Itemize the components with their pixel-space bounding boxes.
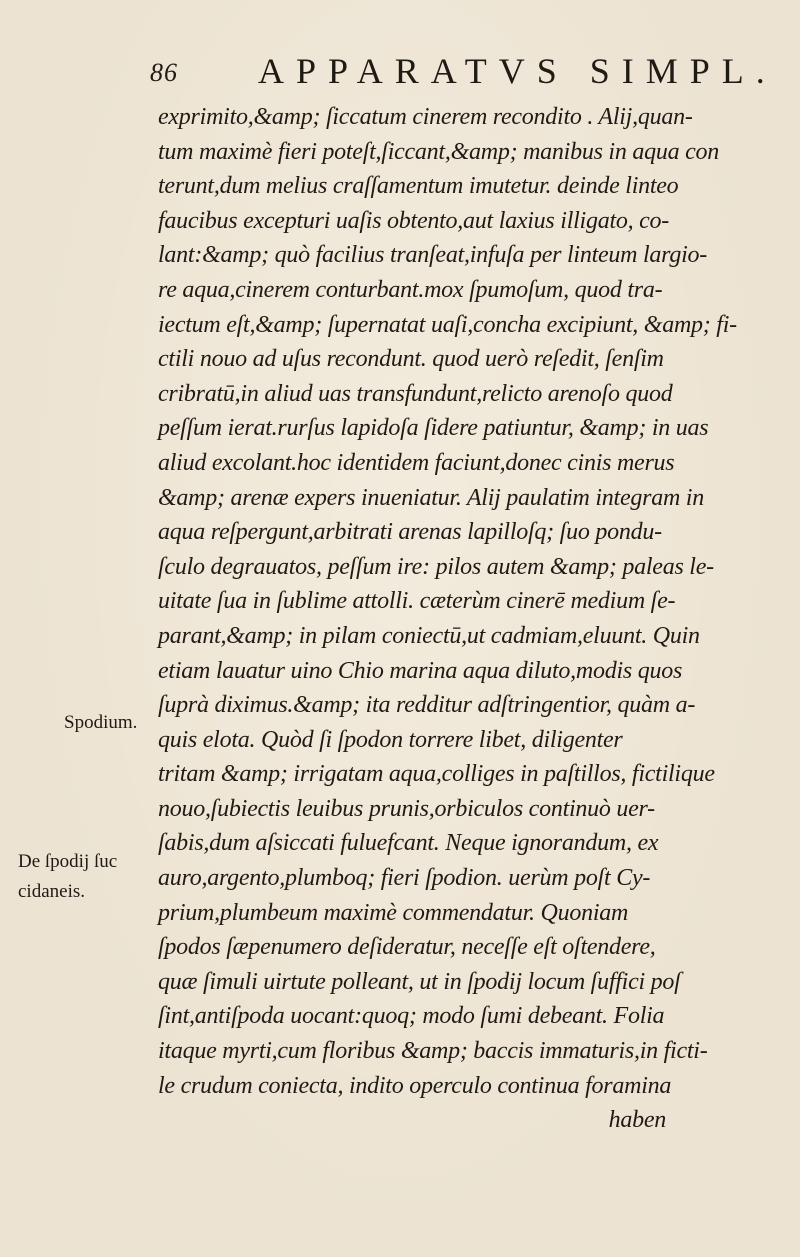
text-line: lant:&amp; quò facilius tranſeat,infuſa per linteum largio- <box>158 242 707 269</box>
text-line: tritam &amp; irrigatam aqua,colliges in paſtillos, fictilique <box>158 761 715 788</box>
text-line: ctili nouo ad uſus recondunt. quod uerò reſedit, ſenſim <box>158 346 664 373</box>
text-line: ſint,antiſpoda uocant:quoq; modo ſumi debeant. Folia <box>158 1003 665 1030</box>
text-line: tum maximè fieri poteſt,ſiccant,&amp; manibus in aqua con <box>158 138 719 165</box>
text-line: auro,argento,plumboq; fieri ſpodion. uerùm poſt Cy- <box>158 865 651 892</box>
text-line: iectum eſt,&amp; ſupernatat uaſi,concha excipiunt, &amp; fi- <box>158 311 737 338</box>
catchword: haben <box>608 1107 666 1134</box>
text-line: re aqua,cinerem conturbant.mox ſpumoſum, quod tra- <box>158 276 663 303</box>
text-line: uitate ſua in ſublime attolli. cæterùm cinerē medium ſe- <box>158 588 676 615</box>
text-line: terunt,dum melius craſſamentum imutetur. deinde linteo <box>158 173 679 200</box>
page-number: 86 <box>150 58 178 87</box>
text-line: etiam lauatur uino Chio marina aqua diluto,modis quos <box>158 657 683 684</box>
text-line: le crudum coniecta, indito operculo continua foramina <box>158 1072 672 1099</box>
text-line: ſpodos ſæpenumero deſideratur, neceſſe eſt oſtendere, <box>158 934 656 961</box>
text-line: itaque myrti,cum floribus &amp; baccis immaturis,in ficti- <box>158 1038 708 1065</box>
text-line: prium,plumbeum maximè commendatur. Quoniam <box>158 899 629 926</box>
marginal-note-spodium: Spodium. <box>64 712 138 733</box>
marginal-note-cidaneis: cidaneis. <box>18 881 86 902</box>
text-line: ſabis,dum aſsiccati fuluefcant. Neque ignorandum, ex <box>158 830 659 857</box>
marginal-note-de-spodij: De ſpodij ſuc <box>18 851 118 872</box>
text-line: ſuprà diximus.&amp; ita redditur adſtringentior, quàm a- <box>158 692 696 719</box>
text-line: &amp; arenæ expers inueniatur. Alij paulatim integram in <box>158 484 704 511</box>
text-block <box>158 100 737 1138</box>
text-line: aliud excolant.hoc identidem faciunt,donec cinis merus <box>158 449 675 476</box>
text-line: ſculo degrauatos, peſſum ire: pilos autem &amp; paleas le- <box>158 553 714 580</box>
text-line: peſſum ierat.rurſus lapidoſa ſidere patiuntur, &amp; in uas <box>158 415 709 442</box>
text-line: faucibus excepturi uaſis obtento,aut laxius illigato, co- <box>158 207 670 234</box>
text-line: quæ ſimuli uirtute polleant, ut in ſpodij locum ſuffici poſ <box>158 968 681 995</box>
text-line: cribratū,in aliud uas transfundunt,relicto arenoſo quod <box>158 380 673 407</box>
text-line: quis elota. Quòd ſi ſpodon torrere libet, diligenter <box>158 726 623 753</box>
page-header <box>150 50 777 94</box>
text-line: nouo,ſubiectis leuibus prunis,orbiculos continuò uer- <box>158 795 655 822</box>
text-line: aqua reſpergunt,arbitrati arenas lapilloſq; ſuo pondu- <box>158 519 662 546</box>
running-head: APPARATVS SIMPL. <box>258 51 777 91</box>
text-line: exprimito,&amp; ſiccatum cinerem recondito . Alij,quan- <box>158 104 693 130</box>
text-line: parant,&amp; in pilam coniectū,ut cadmiam,eluunt. Quin <box>158 622 700 649</box>
